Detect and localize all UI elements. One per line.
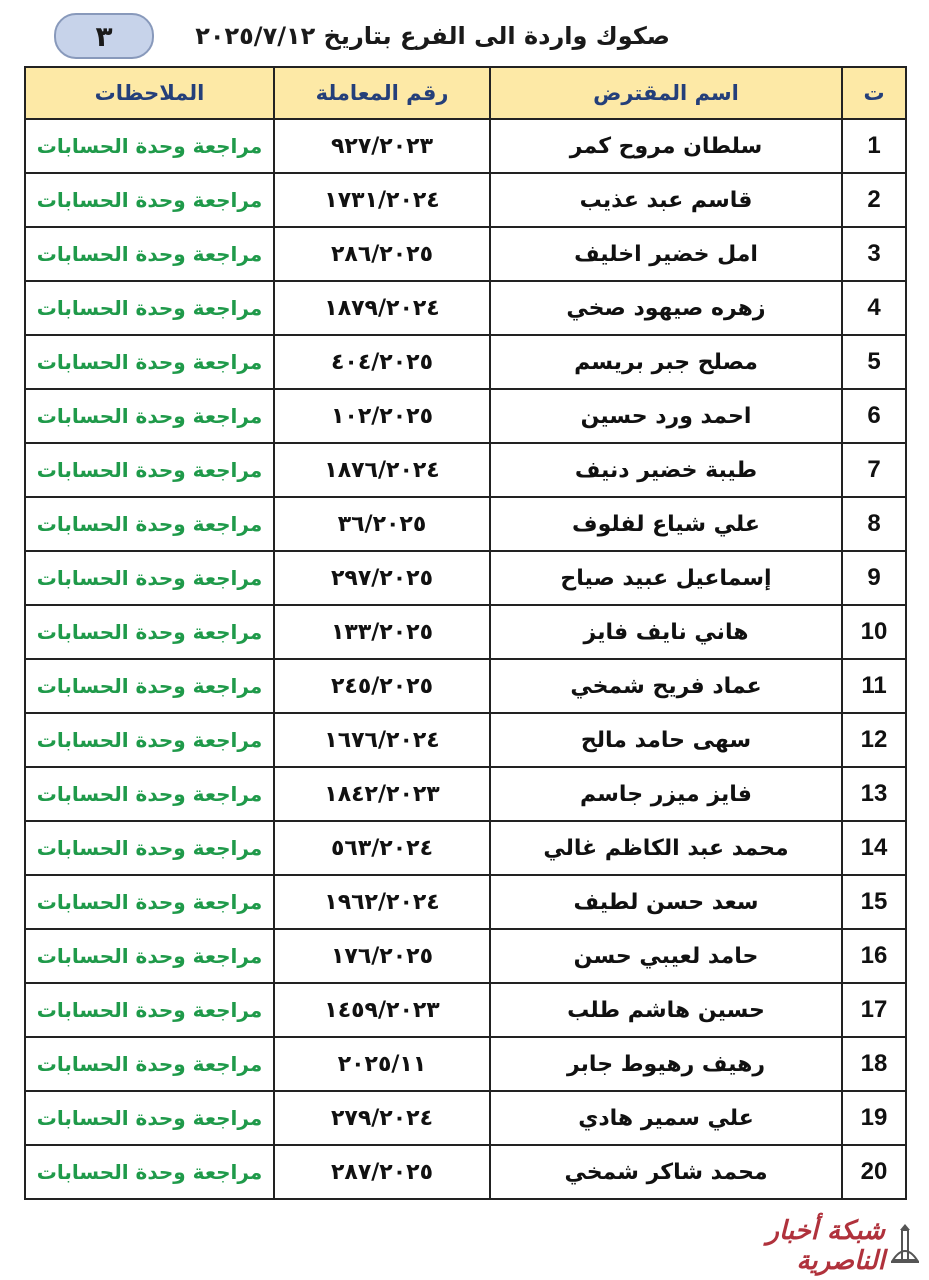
table-row	[25, 389, 906, 443]
row-seq-cell: 2	[842, 173, 906, 227]
column-header-notes: الملاحظات	[25, 67, 274, 119]
row-seq-cell: 20	[842, 1145, 906, 1199]
row-seq-cell: 8	[842, 497, 906, 551]
row-notes-cell: مراجعة وحدة الحسابات	[25, 551, 274, 605]
row-borrower-name-cell: مصلح جبر بريسم	[490, 335, 842, 389]
row-seq-cell: 10	[842, 605, 906, 659]
row-borrower-name-cell: زهره صيهود صخي	[490, 281, 842, 335]
page-number-badge	[54, 13, 154, 59]
row-seq-cell: 1	[842, 119, 906, 173]
table-row	[25, 119, 906, 173]
row-borrower-name-cell: سهى حامد مالح	[490, 713, 842, 767]
row-transaction-number-cell: ١٨٧٦/٢٠٢٤	[274, 443, 490, 497]
row-borrower-name-cell: إسماعيل عبيد صياح	[490, 551, 842, 605]
table-row	[25, 605, 906, 659]
row-notes-cell: مراجعة وحدة الحسابات	[25, 497, 274, 551]
table-row	[25, 821, 906, 875]
row-borrower-name-cell: احمد ورد حسين	[490, 389, 842, 443]
row-seq-cell: 13	[842, 767, 906, 821]
row-notes-cell: مراجعة وحدة الحسابات	[25, 1145, 274, 1199]
row-notes-cell: مراجعة وحدة الحسابات	[25, 119, 274, 173]
row-seq-cell: 15	[842, 875, 906, 929]
row-seq-cell: 9	[842, 551, 906, 605]
row-notes-cell: مراجعة وحدة الحسابات	[25, 1091, 274, 1145]
row-notes-cell: مراجعة وحدة الحسابات	[25, 983, 274, 1037]
row-transaction-number-cell: ١٧٦/٢٠٢٥	[274, 929, 490, 983]
table-row	[25, 443, 906, 497]
row-notes-cell: مراجعة وحدة الحسابات	[25, 659, 274, 713]
row-transaction-number-cell: ١٦٧٦/٢٠٢٤	[274, 713, 490, 767]
row-notes-cell: مراجعة وحدة الحسابات	[25, 335, 274, 389]
row-transaction-number-cell: ١٤٥٩/٢٠٢٣	[274, 983, 490, 1037]
row-borrower-name-cell: طيبة خضير دنيف	[490, 443, 842, 497]
table-row	[25, 767, 906, 821]
row-borrower-name-cell: هاني نايف فايز	[490, 605, 842, 659]
row-seq-cell: 3	[842, 227, 906, 281]
table-row	[25, 1091, 906, 1145]
row-seq-cell: 11	[842, 659, 906, 713]
row-transaction-number-cell: ١٣٣/٢٠٢٥	[274, 605, 490, 659]
table-row	[25, 1145, 906, 1199]
row-seq-cell: 12	[842, 713, 906, 767]
row-seq-cell: 18	[842, 1037, 906, 1091]
row-transaction-number-cell: ٩٢٧/٢٠٢٣	[274, 119, 490, 173]
row-transaction-number-cell: ١٨٤٢/٢٠٢٣	[274, 767, 490, 821]
row-notes-cell: مراجعة وحدة الحسابات	[25, 389, 274, 443]
row-seq-cell: 4	[842, 281, 906, 335]
row-borrower-name-cell: حسين هاشم طلب	[490, 983, 842, 1037]
table-row	[25, 281, 906, 335]
row-seq-cell: 6	[842, 389, 906, 443]
row-transaction-number-cell: ١٩٦٢/٢٠٢٤	[274, 875, 490, 929]
row-borrower-name-cell: علي سمير هادي	[490, 1091, 842, 1145]
page-number: ٣	[95, 19, 113, 53]
row-notes-cell: مراجعة وحدة الحسابات	[25, 821, 274, 875]
row-borrower-name-cell: فايز ميزر جاسم	[490, 767, 842, 821]
row-transaction-number-cell: ٢٠٢٥/١١	[274, 1037, 490, 1091]
row-transaction-number-cell: ٢٤٥/٢٠٢٥	[274, 659, 490, 713]
page-title: صكوك واردة الى الفرع بتاريخ ٢٠٢٥/٧/١٢	[195, 22, 670, 50]
table-row	[25, 713, 906, 767]
column-header-seq: ت	[842, 67, 906, 119]
column-header-borrower-name: اسم المقترض	[490, 67, 842, 119]
row-transaction-number-cell: ٢٩٧/٢٠٢٥	[274, 551, 490, 605]
row-transaction-number-cell: ٢٧٩/٢٠٢٤	[274, 1091, 490, 1145]
mosque-logo-icon	[891, 1224, 919, 1268]
row-transaction-number-cell: ٢٨٦/٢٠٢٥	[274, 227, 490, 281]
row-notes-cell: مراجعة وحدة الحسابات	[25, 605, 274, 659]
row-borrower-name-cell: علي شياع لفلوف	[490, 497, 842, 551]
row-borrower-name-cell: محمد عبد الكاظم غالي	[490, 821, 842, 875]
row-seq-cell: 17	[842, 983, 906, 1037]
table-row	[25, 497, 906, 551]
row-borrower-name-cell: عماد فريح شمخي	[490, 659, 842, 713]
table-row	[25, 551, 906, 605]
table-row	[25, 335, 906, 389]
row-transaction-number-cell: ٤٠٤/٢٠٢٥	[274, 335, 490, 389]
row-notes-cell: مراجعة وحدة الحسابات	[25, 875, 274, 929]
row-notes-cell: مراجعة وحدة الحسابات	[25, 443, 274, 497]
row-borrower-name-cell: سلطان مروح كمر	[490, 119, 842, 173]
row-borrower-name-cell: قاسم عبد عذيب	[490, 173, 842, 227]
row-transaction-number-cell: ٥٦٣/٢٠٢٤	[274, 821, 490, 875]
table-row	[25, 227, 906, 281]
row-seq-cell: 14	[842, 821, 906, 875]
row-seq-cell: 19	[842, 1091, 906, 1145]
row-notes-cell: مراجعة وحدة الحسابات	[25, 1037, 274, 1091]
table-row	[25, 659, 906, 713]
watermark-text: شبكة أخبار الناصرية	[766, 1216, 885, 1276]
row-notes-cell: مراجعة وحدة الحسابات	[25, 929, 274, 983]
row-borrower-name-cell: سعد حسن لطيف	[490, 875, 842, 929]
row-transaction-number-cell: ٣٦/٢٠٢٥	[274, 497, 490, 551]
table-header-row	[25, 67, 906, 119]
row-transaction-number-cell: ١٨٧٩/٢٠٢٤	[274, 281, 490, 335]
checks-table	[24, 66, 907, 1200]
column-header-transaction-number: رقم المعاملة	[274, 67, 490, 119]
row-seq-cell: 5	[842, 335, 906, 389]
table-row	[25, 929, 906, 983]
row-notes-cell: مراجعة وحدة الحسابات	[25, 713, 274, 767]
row-transaction-number-cell: ١٧٣١/٢٠٢٤	[274, 173, 490, 227]
row-notes-cell: مراجعة وحدة الحسابات	[25, 227, 274, 281]
row-borrower-name-cell: امل خضير اخليف	[490, 227, 842, 281]
row-borrower-name-cell: رهيف رهيوط جابر	[490, 1037, 842, 1091]
row-notes-cell: مراجعة وحدة الحسابات	[25, 767, 274, 821]
table-row	[25, 1037, 906, 1091]
row-seq-cell: 7	[842, 443, 906, 497]
table-row	[25, 173, 906, 227]
row-transaction-number-cell: ٢٨٧/٢٠٢٥	[274, 1145, 490, 1199]
row-notes-cell: مراجعة وحدة الحسابات	[25, 173, 274, 227]
row-transaction-number-cell: ١٠٢/٢٠٢٥	[274, 389, 490, 443]
row-seq-cell: 16	[842, 929, 906, 983]
table-row	[25, 983, 906, 1037]
table-row	[25, 875, 906, 929]
row-borrower-name-cell: حامد لعيبي حسن	[490, 929, 842, 983]
table-body	[25, 119, 906, 1199]
row-notes-cell: مراجعة وحدة الحسابات	[25, 281, 274, 335]
watermark	[679, 1216, 919, 1276]
row-borrower-name-cell: محمد شاكر شمخي	[490, 1145, 842, 1199]
